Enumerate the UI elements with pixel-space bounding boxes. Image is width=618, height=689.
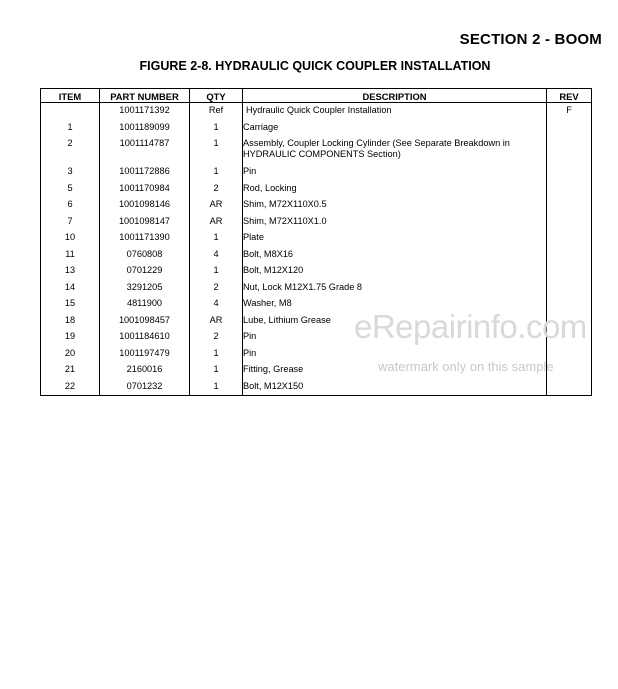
cell-description: Pin (243, 346, 547, 363)
cell-qty: 1 (190, 230, 243, 247)
table-row (41, 230, 592, 247)
cell-item: 21 (41, 362, 100, 379)
cell-rev (547, 136, 592, 164)
cell-description: Rod, Locking (243, 181, 547, 198)
cell-item: 18 (41, 313, 100, 330)
table-row (41, 181, 592, 198)
cell-item: 3 (41, 164, 100, 181)
cell-rev: F (547, 103, 592, 120)
cell-part-number: 1001114787 (100, 136, 190, 164)
cell-part-number: 0701232 (100, 379, 190, 396)
table-row (41, 164, 592, 181)
cell-description: Bolt, M12X120 (243, 263, 547, 280)
cell-part-number: 0701229 (100, 263, 190, 280)
cell-item (41, 103, 100, 120)
cell-rev (547, 230, 592, 247)
col-header-rev: REV (547, 89, 592, 103)
watermark-subtext: watermark only on this sample (378, 359, 554, 374)
cell-item: 22 (41, 379, 100, 396)
section-title: SECTION 2 - BOOM (459, 31, 602, 48)
cell-description: Nut, Lock M12X1.75 Grade 8 (243, 280, 547, 297)
cell-qty: 1 (190, 263, 243, 280)
cell-item: 19 (41, 329, 100, 346)
cell-part-number: 1001184610 (100, 329, 190, 346)
cell-description: Bolt, M8X16 (243, 247, 547, 264)
cell-part-number: 1001098457 (100, 313, 190, 330)
table-row (41, 103, 592, 120)
col-header-qty: QTY (190, 89, 243, 103)
cell-description: Pin (243, 329, 547, 346)
parts-table (40, 88, 592, 396)
cell-qty: 2 (190, 181, 243, 198)
cell-rev (547, 214, 592, 231)
cell-part-number: 4811900 (100, 296, 190, 313)
cell-item: 15 (41, 296, 100, 313)
cell-qty: 1 (190, 379, 243, 396)
cell-part-number: 3291205 (100, 280, 190, 297)
cell-part-number: 0760808 (100, 247, 190, 264)
cell-rev (547, 164, 592, 181)
cell-rev (547, 263, 592, 280)
cell-part-number: 1001197479 (100, 346, 190, 363)
cell-qty: AR (190, 197, 243, 214)
parts-table-body (41, 103, 592, 396)
cell-item: 11 (41, 247, 100, 264)
cell-qty: AR (190, 313, 243, 330)
col-header-description: DESCRIPTION (243, 89, 547, 103)
cell-item: 14 (41, 280, 100, 297)
cell-qty: AR (190, 214, 243, 231)
cell-item: 1 (41, 120, 100, 137)
cell-rev (547, 181, 592, 198)
cell-item: 10 (41, 230, 100, 247)
table-row (41, 263, 592, 280)
cell-rev (547, 379, 592, 396)
col-header-part-number: PART NUMBER (100, 89, 190, 103)
table-row (41, 214, 592, 231)
cell-rev (547, 247, 592, 264)
cell-qty: Ref (190, 103, 243, 120)
cell-description: Washer, M8 (243, 296, 547, 313)
cell-qty: 2 (190, 280, 243, 297)
cell-item: 5 (41, 181, 100, 198)
cell-item: 7 (41, 214, 100, 231)
table-row (41, 280, 592, 297)
cell-part-number: 1001098146 (100, 197, 190, 214)
col-header-item: ITEM (41, 89, 100, 103)
cell-description: Shim, M72X110X1.0 (243, 214, 547, 231)
cell-qty: 1 (190, 120, 243, 137)
table-row (41, 120, 592, 137)
cell-description: Bolt, M12X150 (243, 379, 547, 396)
cell-description: Plate (243, 230, 547, 247)
cell-description: Hydraulic Quick Coupler Installation (243, 103, 547, 120)
cell-description: Carriage (243, 120, 547, 137)
cell-qty: 1 (190, 346, 243, 363)
table-row (41, 379, 592, 396)
cell-qty: 1 (190, 136, 243, 164)
figure-title: FIGURE 2-8. HYDRAULIC QUICK COUPLER INSTALLATION (139, 59, 491, 73)
cell-part-number: 1001171392 (100, 103, 190, 120)
cell-qty: 4 (190, 247, 243, 264)
table-row (41, 136, 592, 164)
cell-item: 6 (41, 197, 100, 214)
cell-rev (547, 280, 592, 297)
cell-qty: 1 (190, 164, 243, 181)
cell-item: 13 (41, 263, 100, 280)
cell-qty: 2 (190, 329, 243, 346)
cell-rev (547, 197, 592, 214)
cell-qty: 4 (190, 296, 243, 313)
cell-part-number: 1001170984 (100, 181, 190, 198)
watermark-logo-text: eRepairinfo.com (354, 308, 587, 345)
cell-part-number: 1001171390 (100, 230, 190, 247)
table-row (41, 247, 592, 264)
cell-rev (547, 120, 592, 137)
cell-part-number: 1001189099 (100, 120, 190, 137)
cell-description: Pin (243, 164, 547, 181)
cell-item: 2 (41, 136, 100, 164)
cell-part-number: 1001098147 (100, 214, 190, 231)
cell-part-number: 1001172886 (100, 164, 190, 181)
table-header-row (41, 89, 592, 103)
cell-description: Shim, M72X110X0.5 (243, 197, 547, 214)
cell-item: 20 (41, 346, 100, 363)
cell-description: Lube, Lithium Grease (243, 313, 547, 330)
cell-part-number: 2160016 (100, 362, 190, 379)
cell-qty: 1 (190, 362, 243, 379)
cell-description: Fitting, Grease (243, 362, 547, 379)
table-row (41, 197, 592, 214)
cell-description: Assembly, Coupler Locking Cylinder (See Separate Breakdown in HYDRAULIC COMPONENTS Section) (243, 136, 547, 164)
